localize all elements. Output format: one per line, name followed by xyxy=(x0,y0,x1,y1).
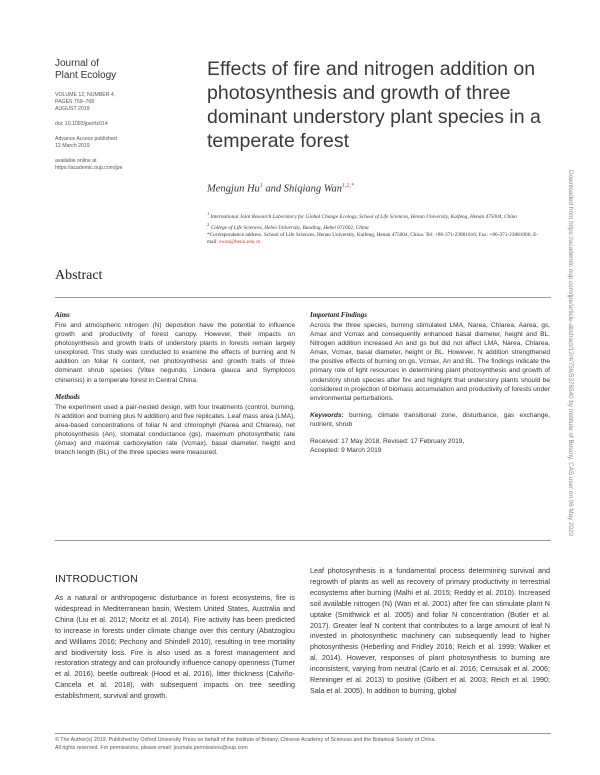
copyright-line: © The Author(s) 2019. Published by Oxford University Press on behalf of the Institute of Botany, Chinese Academy of Sciences and the Botanical Society of China. xyxy=(55,737,436,743)
introduction-left-text: As a natural or anthropogenic disturbance in forest ecosystems, fire is widespread in Mediterranean basin, Western United States, Australia and China (Liu et al. 2012; Moritz et al. 2014). Fire activity has been predicted to increase in forests under climate change over this century (Abatzoglou and Williams 2016; Pechony and Shindell 2010), resulting in tree mortality and biodiversity loss. Fire is also used as a forest management and restoration strategy and can profoundly influence canopy openness (Turner et al. 2016), beetle outbreak (Hood et al. 2016), litter thickness (Calviño-Cancela et al. 2018), with subsequent impacts on tree seedling establishment, survival and growth. xyxy=(55,593,295,701)
findings-heading: Important Findings xyxy=(310,311,367,319)
copyright-footer xyxy=(55,737,551,752)
author-1-affil: 1 xyxy=(259,183,263,189)
accepted-date: Accepted: 9 March 2019 xyxy=(310,447,382,455)
article-title: Effects of fire and nitrogen addition on photosynthesis and growth of three dominant understory plant species in a temperate forest xyxy=(207,58,541,152)
advance-access-label: Advance Access published xyxy=(55,136,117,142)
authors xyxy=(207,183,547,195)
abstract-heading: Abstract xyxy=(55,268,103,283)
affiliations xyxy=(207,210,547,247)
doi[interactable]: doi: 10.1093/jpe/rtz014 xyxy=(55,121,108,127)
methods-heading: Methods xyxy=(55,392,80,401)
correspondence: *Correspondence address. School of Life Sciences, Henan University, Kaifeng, Henan 475004, China. Tel: +86-371-23881016; Fax: +86-371-23881006; E-mail: swan@henu.edu.cn xyxy=(207,232,539,246)
journal-name-line2: Plant Ecology xyxy=(55,70,117,81)
findings-text: Across the three species, burning stimulated LMA, Narea, Chlarea, Aarea, gs, Amax and Vcmax and consequently enhanced basal diameter, height and BL. Nitrogen addition increased An and gs but did not affect LMA, Narea, Chlarea, Amax, Vcmax, basal diameter, height or BL. However, N addition strengthened the positive effects of burning on gs, Vcmax, An and BL. The findings indicate the primary role of light resources in determining plant photosynthesis and growth of understory shrub species after fire and highlight that understory plants should be considered in projection of biomass accumulation and productivity of forests under environmental perturbations. xyxy=(310,322,550,402)
introduction-heading: INTRODUCTION xyxy=(55,573,138,585)
aims-heading: Aims xyxy=(55,311,70,319)
abstract-right-column xyxy=(310,311,550,455)
affiliation-2: $^2$ College of Life Sciences, Hebei University, Baoding, Hebei 071002, China xyxy=(207,222,369,231)
affiliation-1: $^1$ International Joint Research Laboratory for Global Change Ecology, School of Life Sciences, Henan University, Kaifeng, Henan 475004, China xyxy=(207,211,517,220)
author-2-affil: 1,2,* xyxy=(342,183,355,189)
author-1[interactable]: Mengjun Hu xyxy=(207,183,260,195)
divider xyxy=(55,297,551,298)
permissions-line: All rights reserved. For permissions, please email: journals.permissions@oup.com xyxy=(55,744,248,751)
email-link[interactable]: swan@henu.edu.cn xyxy=(219,239,261,246)
received-date: Received: 17 May 2018, Revised: 17 February 2019, xyxy=(310,438,465,446)
keywords: Keywords: burning, climate transitional zone, disturbance, gas exchange, nutrient, shrub xyxy=(310,411,550,428)
journal-date: AUGUST 2019 xyxy=(55,106,90,112)
aims-text: Fire and atmospheric nitrogen (N) deposition have the potential to influence growth and productivity of forest canopy. However, their impacts on photosynthesis and growth traits of understory plants in forests remain largely unexplored. This study was conducted to examine the effects of burning and N addition on foliar N content, net photosynthesis and growth traits of three dominant shrub species (Vitex negundo, Lindera glauca and Symplocos chinensis) in a temperate forest in Central China. xyxy=(55,322,295,384)
download-sidenote: Downloaded from https://academic.oup.com/jpe/article-abstract/12/4/759/5376540 by Institute of Botany, CAS user on 06 May 2020 xyxy=(567,170,574,537)
journal-meta xyxy=(55,58,165,172)
introduction-right-text: Leaf photosynthesis is a fundamental process determining survival and regrowth of plants as well as recovery of primary productivity in terrestrial ecosystems after burning (Malhi et al. 2015; Reddy et al. 2010). Increased soil available nitrogen (N) (Wan et al. 2001) after fire can stimulate plant N uptake (Smithwick et al. 2005) and foliar N concentration (Butler et al. 2017). Greater leaf N content that contributes to a large amount of leaf N invested in photosynthetic machinery can subsequently lead to higher photosynthesis (Heberling and Fridley 2016; Reich et al. 1999; Walker et al. 2014). However, responses of plant photosynthesis to burning are inconsistent, varying from neutral (Carlo et al. 2016; Cernusak et al. 2006; Renninger et al. 2013) to positive (Gilbert et al. 2003; Reich et al. 1990; Sala et al. 2005). In addition to burning, global xyxy=(310,566,550,695)
journal-volume: VOLUME 12, NUMBER 4, xyxy=(55,92,116,98)
author-conjunction: and xyxy=(262,183,284,195)
abstract-left-column xyxy=(55,311,295,457)
journal-pages: PAGES 759–768 xyxy=(55,99,95,105)
advance-access-date: 12 March 2019 xyxy=(55,143,90,149)
author-2[interactable]: Shiqiang Wan xyxy=(283,183,343,195)
available-online-label: available online at xyxy=(55,158,97,164)
journal-url[interactable]: https://academic.oup.com/jpe xyxy=(55,165,123,171)
divider xyxy=(55,540,551,541)
divider xyxy=(55,733,551,734)
journal-name-line1: Journal of xyxy=(55,58,99,69)
methods-text: The experiment used a pair-nested design, with four treatments (control, burning, N addition and burning plus N addition) and five replicates. Leaf mass area (LMA), area-based concentrations of foliar N and chlorophyll (Narea and Chlarea), net photosynthesis (An), stomatal conductance (gs), maximum photosynthetic rate (Amax) and maximal carboxylation rate (Vcmax), basal diameter, height and branch length (BL) of the three species were measured. xyxy=(55,403,295,457)
